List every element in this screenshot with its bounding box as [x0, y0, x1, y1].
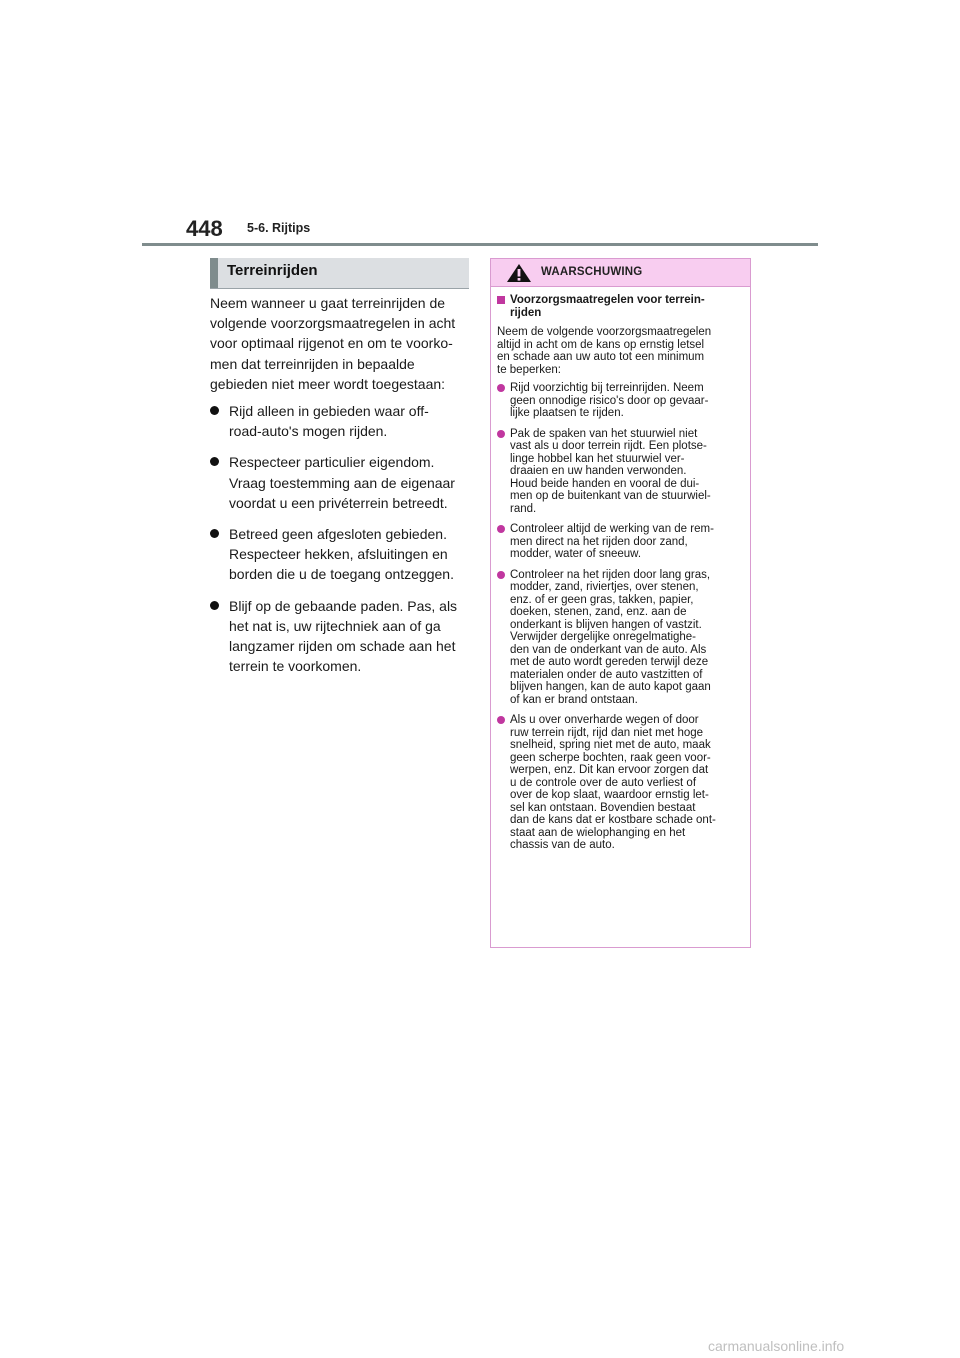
warning-item-line: rand. — [510, 502, 537, 515]
list-item-line: terrein te voorkomen. — [229, 658, 362, 675]
warning-item-line: geen scherpe bochten, raak geen voor- — [510, 751, 711, 764]
bullet-list — [210, 401, 472, 687]
list-item-line: borden die u de toegang ontzeggen. — [229, 566, 454, 583]
bullet-dot-icon — [497, 430, 505, 438]
intro-line: voor optimaal rijgenot en om te voorko- — [210, 335, 453, 352]
warning-item-line: modder, water of sneeuw. — [510, 548, 642, 560]
warning-item-line: Verwijder dergelijke onregelmatighe- — [510, 631, 697, 643]
warning-item-line: Controleer altijd de werking van de rem- — [510, 523, 714, 535]
warning-item-line: ruw terrein rijdt, rijd dan niet met hoge — [510, 726, 704, 739]
bullet-dot-icon — [210, 601, 219, 610]
warning-item-line: Controleer na het rijden door lang gras, — [510, 568, 711, 581]
warning-item-line: chassis van de auto. — [510, 839, 615, 851]
warning-subheading — [497, 294, 745, 319]
warning-intro — [497, 326, 745, 376]
list-item-line: voordat u een privéterrein betreedt. — [229, 494, 448, 511]
list-item-line: Respecteer particulier eigendom. — [229, 454, 435, 471]
list-item-line: Betreed geen afgesloten gebieden. — [229, 526, 447, 543]
list-item-line: Blijf op de gebaande paden. Pas, als — [229, 597, 458, 614]
warning-item — [497, 714, 745, 852]
warning-subheading-line: Voorzorgsmaatregelen voor terrein- — [510, 294, 705, 306]
warning-item-line: lijke plaatsen te rijden. — [510, 407, 624, 419]
intro-line: volgende voorzorgsmaatregelen in acht — [210, 315, 456, 332]
page-number: 448 — [186, 216, 223, 241]
warning-subheading-line: rijden — [510, 306, 542, 319]
warning-item-line: modder, zand, riviertjes, over stenen, — [510, 581, 699, 593]
list-item — [210, 524, 472, 585]
list-item-line: het nat is, uw rijtechniek aan of ga — [229, 617, 441, 634]
bullet-dot-icon — [210, 406, 219, 415]
header-rule — [142, 243, 818, 246]
warning-item-line: linge hobbel kan het stuurwiel ver- — [510, 452, 685, 465]
warning-item-line: geen onnodige risico's door op gevaar- — [510, 394, 709, 407]
section-label: 5-6. Rijtips — [247, 221, 311, 235]
warning-item-line: sel kan ontstaan. Bovendien bestaat — [510, 801, 696, 814]
warning-title: WAARSCHUWING — [541, 266, 643, 278]
warning-content — [497, 294, 745, 860]
section-heading-text: Terreinrijden — [227, 262, 318, 279]
warning-item-line: men op de buitenkant van de stuurwiel- — [510, 490, 711, 502]
warning-triangle-icon — [506, 263, 532, 283]
warning-item-line: staat aan de wielophanging en het — [510, 826, 686, 839]
warning-item-line: Pak de spaken van het stuurwiel niet — [510, 427, 698, 440]
bullet-dot-icon — [497, 384, 505, 392]
warning-intro-line: altijd in acht om de kans op ernstig letsel — [497, 338, 705, 351]
warning-item-line: doeken, stenen, zand, enz. aan de — [510, 606, 687, 618]
warning-box — [490, 258, 751, 948]
warning-list — [497, 382, 745, 852]
warning-item-line: materialen onder de auto vastzitten of — [510, 668, 703, 681]
warning-intro-line: en schade aan uw auto tot een minimum — [497, 351, 705, 363]
warning-intro-line: Neem de volgende voorzorgsmaatregelen — [497, 326, 712, 338]
intro-paragraph — [210, 293, 472, 394]
warning-item-line: draaien en uw handen verwonden. — [510, 465, 687, 477]
warning-item-line: Rijd voorzichtig bij terreinrijden. Neem — [510, 382, 704, 394]
warning-item — [497, 523, 745, 561]
list-item-line: langzamer rijden om schade aan het — [229, 638, 456, 655]
warning-item-line: over de kop slaat, waardoor ernstig let- — [510, 789, 709, 801]
list-item-line: road-auto's mogen rijden. — [229, 423, 388, 440]
list-item — [210, 596, 472, 677]
warning-item — [497, 382, 745, 420]
warning-item — [497, 569, 745, 707]
warning-item-line: den van de onderkant van de auto. Als — [510, 643, 707, 656]
warning-item-line: onderkant is blijven hangen of vastzit. — [510, 618, 702, 631]
list-item — [210, 401, 472, 441]
heading-underline — [210, 288, 469, 289]
warning-item-line: vast als u door terrein rijdt. Een plotse- — [510, 440, 707, 452]
warning-item-line: snelheid, spring niet met de auto, maak — [510, 739, 711, 751]
warning-item-line: werpen, enz. Dit kan ervoor zorgen dat — [510, 764, 709, 776]
list-item-line: Respecteer hekken, afsluitingen en — [229, 546, 448, 563]
warning-item-line: dan de kans dat er kostbare schade ont- — [510, 814, 716, 826]
warning-item-line: Houd beide handen en vooral de dui- — [510, 477, 700, 490]
list-item-line: Rijd alleen in gebieden waar off- — [229, 403, 429, 419]
bullet-dot-icon — [497, 571, 505, 579]
bullet-dot-icon — [497, 525, 505, 533]
bullet-dot-icon — [210, 529, 219, 538]
square-bullet-icon — [497, 296, 505, 304]
warning-item-line: Als u over onverharde wegen of door — [510, 714, 699, 726]
intro-line: men dat terreinrijden in bepaalde — [210, 355, 415, 372]
warning-item-line: of kan er brand ontstaan. — [510, 693, 638, 706]
intro-line: Neem wanneer u gaat terreinrijden de — [210, 295, 446, 311]
warning-item-line: blijven hangen, kan de auto kapot gaan — [510, 681, 711, 693]
intro-line: gebieden niet meer wordt toegestaan: — [210, 375, 446, 392]
list-item-line: Vraag toestemming aan de eigenaar — [229, 474, 455, 491]
warning-item-line: men direct na het rijden door zand, — [510, 535, 688, 548]
warning-item-line: enz. of er geen gras, takken, papier, — [510, 593, 694, 606]
warning-header — [491, 259, 750, 287]
warning-item-line: u de controle over de auto verliest of — [510, 776, 697, 789]
bullet-dot-icon — [497, 716, 505, 724]
watermark: carmanualsonline.info — [708, 1338, 845, 1354]
bullet-dot-icon — [210, 457, 219, 466]
warning-intro-line: te beperken: — [497, 363, 561, 376]
section-heading — [210, 258, 469, 288]
list-item — [210, 452, 472, 513]
warning-item-line: met de auto wordt gereden terwijl deze — [510, 656, 709, 668]
warning-item — [497, 428, 745, 516]
